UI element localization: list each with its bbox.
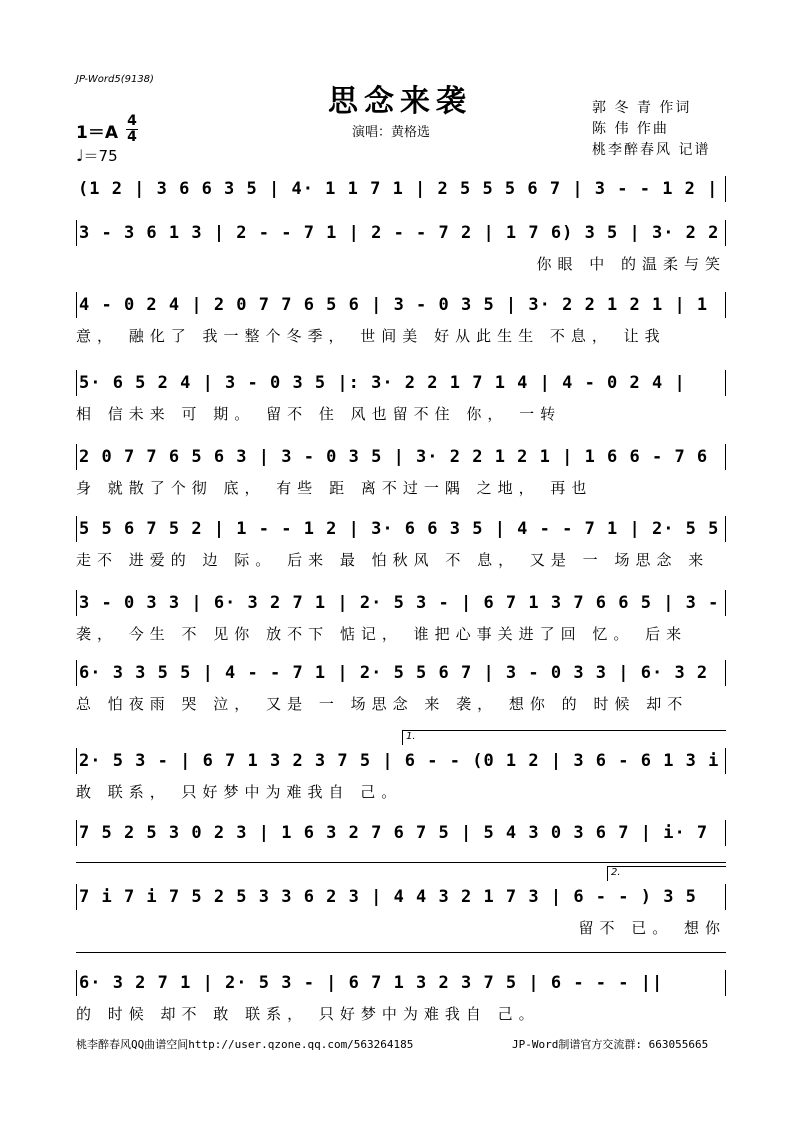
lyric-line: 敢 联系， 只好梦中为难我自 己。 — [76, 783, 403, 801]
song-title: 思念来袭 — [328, 84, 472, 119]
score-row — [76, 590, 726, 650]
notation-line: 5 5 6 7 5 2 | 1 - - 1 2 | 3· 6 6 3 5 | 4 - - 7 1 | 2· 5 5 — [76, 516, 726, 542]
lyric-line: 意， 融化了 我一整个冬季， 世间美 好从此生生 不息， 让我 — [76, 327, 666, 345]
score-row — [76, 660, 726, 720]
score-row — [76, 731, 726, 808]
score-row — [76, 516, 726, 576]
lyricist: 郭 冬 青 作词 — [592, 100, 692, 116]
quarter-note-icon: ♩ — [76, 146, 84, 165]
score-row — [76, 867, 726, 944]
volta-bracket: 2. — [607, 866, 726, 881]
notation-line: (1 2 | 3 6 6 3 5 | 4· 1 1 7 1 | 2 5 5 5 6 7 | 3 - - 1 2 | — [76, 176, 726, 202]
notation-line: 2· 5 3 - | 6 7 1 3 2 3 7 5 | 6 - - (0 1 2 | 3 6 - 6 1 3 i — [76, 748, 726, 774]
notation-line: 2 0 7 7 6 5 6 3 | 3 - 0 3 5 | 3· 2 2 1 2 1 | 1 6 6 - 7 6 — [76, 444, 726, 470]
notation-line: 6· 3 2 7 1 | 2· 5 3 - | 6 7 1 3 2 3 7 5 | 6 - - - || — [76, 970, 726, 996]
lyric-line: 留不 已。 想你 — [578, 919, 726, 937]
singer: 演唱：黄格选 — [352, 125, 431, 140]
score-row — [76, 370, 726, 430]
score-row — [76, 970, 726, 1030]
lyric-line: 袭， 今生 不 见你 放不下 惦记， 谁把心事关进了回 忆。 后来 — [76, 625, 688, 643]
volta-bracket: 1. — [402, 730, 726, 745]
time-bottom: 4 — [127, 129, 137, 145]
notation-line: 3 - 0 3 3 | 6· 3 2 7 1 | 2· 5 3 - | 6 7 1 3 7 6 6 5 | 3 - — [76, 590, 726, 616]
credits — [592, 98, 710, 161]
lyric-line: 走不 进爱的 边 际。 后来 最 怕秋风 不 息， 又是 一 场思念 来 — [76, 551, 710, 569]
notation-line: 7 5 2 5 3 0 2 3 | 1 6 3 2 7 6 7 5 | 5 4 3 0 3 6 7 | i· 7 — [76, 820, 726, 846]
notation-line: 5· 6 5 2 4 | 3 - 0 3 5 |: 3· 2 2 1 7 1 4 | 4 - 0 2 4 | — [76, 370, 726, 396]
staff-rule — [76, 952, 726, 953]
score-row — [76, 292, 726, 352]
time-signature — [126, 115, 138, 144]
score-row — [76, 444, 726, 504]
tempo-value: ＝75 — [83, 147, 118, 165]
tempo — [76, 145, 118, 166]
lyric-line: 你眼 中 的温柔与笑 — [536, 255, 726, 273]
footer-right: JP-Word制谱官方交流群: 663055665 — [512, 1038, 709, 1051]
footer-left: 桃李醉春风QQ曲谱空间http://user.qzone.qq.com/563264185 — [76, 1038, 414, 1051]
composer: 陈 伟 作曲 — [592, 121, 669, 137]
notation-line: 7 i 7 i 7 5 2 5 3 3 6 2 3 | 4 4 3 2 1 7 3 | 6 - - ) 3 5 — [76, 884, 726, 910]
notation-line: 3 - 3 6 1 3 | 2 - - 7 1 | 2 - - 7 2 | 1 7 6) 3 5 | 3· 2 2 — [76, 220, 726, 246]
transcriber: 桃李醉春风 记谱 — [592, 142, 711, 158]
lyric-line: 总 怕夜雨 哭 泣， 又是 一 场思念 来 袭， 想你 的 时候 却不 — [76, 695, 689, 713]
notation-line: 6· 3 3 5 5 | 4 - - 7 1 | 2· 5 5 6 7 | 3 - 0 3 3 | 6· 3 2 — [76, 660, 726, 686]
staff-rule — [76, 862, 726, 863]
lyric-line: 相 信未来 可 期。 留不 住 风也留不住 你， 一转 — [76, 405, 562, 423]
lyric-line: 身 就散了个彻 底， 有些 距 离不过一隅 之地， 再也 — [76, 479, 593, 497]
software-label: JP-Word5(9138) — [76, 74, 154, 85]
score-row — [76, 220, 726, 280]
lyric-line: 的 时候 却不 敢 联系， 只好梦中为难我自 己。 — [76, 1005, 540, 1023]
notation-line: 4 - 0 2 4 | 2 0 7 7 6 5 6 | 3 - 0 3 5 | 3· 2 2 1 2 1 | 1 — [76, 292, 726, 318]
key-signature: 1＝A — [76, 123, 118, 143]
time-top: 4 — [127, 113, 137, 129]
